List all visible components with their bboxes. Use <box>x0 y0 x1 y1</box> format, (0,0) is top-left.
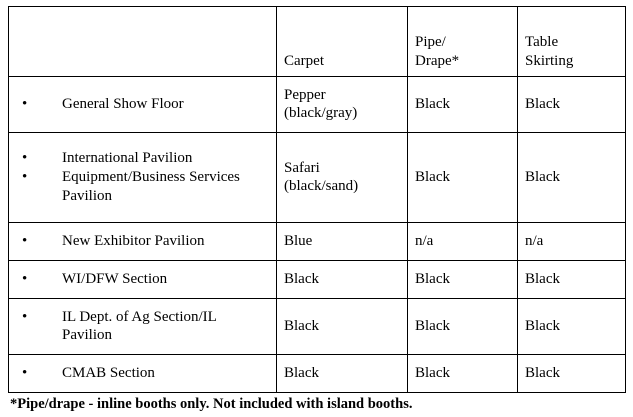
row-table-skirting-cell: Black <box>518 355 626 393</box>
list-item <box>16 308 269 345</box>
table-row <box>9 77 626 133</box>
row-carpet-cell: Black <box>277 355 408 393</box>
list-item-label: IL Dept. of Ag Section/IL Pavilion <box>62 308 217 343</box>
bullet-icon: • <box>22 95 28 112</box>
row-carpet-cell: Blue <box>277 223 408 261</box>
carpet-value-line2: (black/sand) <box>284 178 359 194</box>
row-pipe-drape-cell: Black <box>408 261 518 299</box>
row-label-cell <box>9 223 277 261</box>
list-item <box>16 232 269 250</box>
list-item <box>16 270 269 288</box>
row-pipe-drape-cell: n/a <box>408 223 518 261</box>
table-row <box>9 261 626 299</box>
list-item <box>16 95 269 113</box>
list-item-label: WI/DFW Section <box>62 270 168 287</box>
list-item <box>16 168 269 205</box>
carpet-value-line1: Safari <box>284 159 320 176</box>
bullet-icon: • <box>22 150 28 167</box>
row-carpet-cell <box>277 77 408 133</box>
header-cell-table-skirting <box>518 7 626 77</box>
header-label-table-skirting-line2: Skirting <box>525 52 574 69</box>
row-label-cell <box>9 133 277 223</box>
header-label-pipe-drape-line1: Pipe/ <box>415 34 446 51</box>
list-item <box>16 364 269 382</box>
list-item-label: International Pavilion <box>62 150 193 167</box>
row-label-cell <box>9 299 277 355</box>
list-item-label: Equipment/Business Services Pavilion <box>62 169 240 204</box>
bullet-icon: • <box>22 232 28 249</box>
header-label-carpet: Carpet <box>284 52 324 69</box>
row-table-skirting-cell: Black <box>518 261 626 299</box>
row-table-skirting-cell: Black <box>518 299 626 355</box>
carpet-value-line1: Pepper <box>284 86 326 103</box>
bullet-icon: • <box>22 364 28 381</box>
header-cell-area <box>9 7 277 77</box>
row-pipe-drape-cell: Black <box>408 299 518 355</box>
footnote-text: *Pipe/drape - inline booths only. Not included with island booths. <box>10 396 413 412</box>
row-pipe-drape-cell: Black <box>408 77 518 133</box>
table-header-row <box>9 7 626 77</box>
list-item <box>16 149 269 167</box>
table-row <box>9 355 626 393</box>
header-cell-carpet <box>277 7 408 77</box>
row-carpet-cell <box>277 133 408 223</box>
table-row <box>9 223 626 261</box>
bullet-icon: • <box>22 169 28 186</box>
row-pipe-drape-cell: Black <box>408 355 518 393</box>
row-label-cell <box>9 261 277 299</box>
row-carpet-cell: Black <box>277 261 408 299</box>
row-pipe-drape-cell: Black <box>408 133 518 223</box>
show-floor-spec-table <box>8 6 626 393</box>
row-label-cell <box>9 355 277 393</box>
row-table-skirting-cell: Black <box>518 77 626 133</box>
header-cell-pipe-drape <box>408 7 518 77</box>
row-table-skirting-cell: Black <box>518 133 626 223</box>
bullet-icon: • <box>22 308 28 325</box>
row-table-skirting-cell: n/a <box>518 223 626 261</box>
table-row <box>9 299 626 355</box>
carpet-value-line2: (black/gray) <box>284 105 358 121</box>
table-row <box>9 133 626 223</box>
row-label-cell <box>9 77 277 133</box>
header-label-table-skirting-line1: Table <box>525 34 559 51</box>
list-item-label: CMAB Section <box>62 364 155 381</box>
header-label-pipe-drape-line2: Drape* <box>415 52 460 69</box>
list-item-label: General Show Floor <box>62 95 184 112</box>
bullet-icon: • <box>22 270 28 287</box>
list-item-label: New Exhibitor Pavilion <box>62 232 205 249</box>
row-carpet-cell: Black <box>277 299 408 355</box>
